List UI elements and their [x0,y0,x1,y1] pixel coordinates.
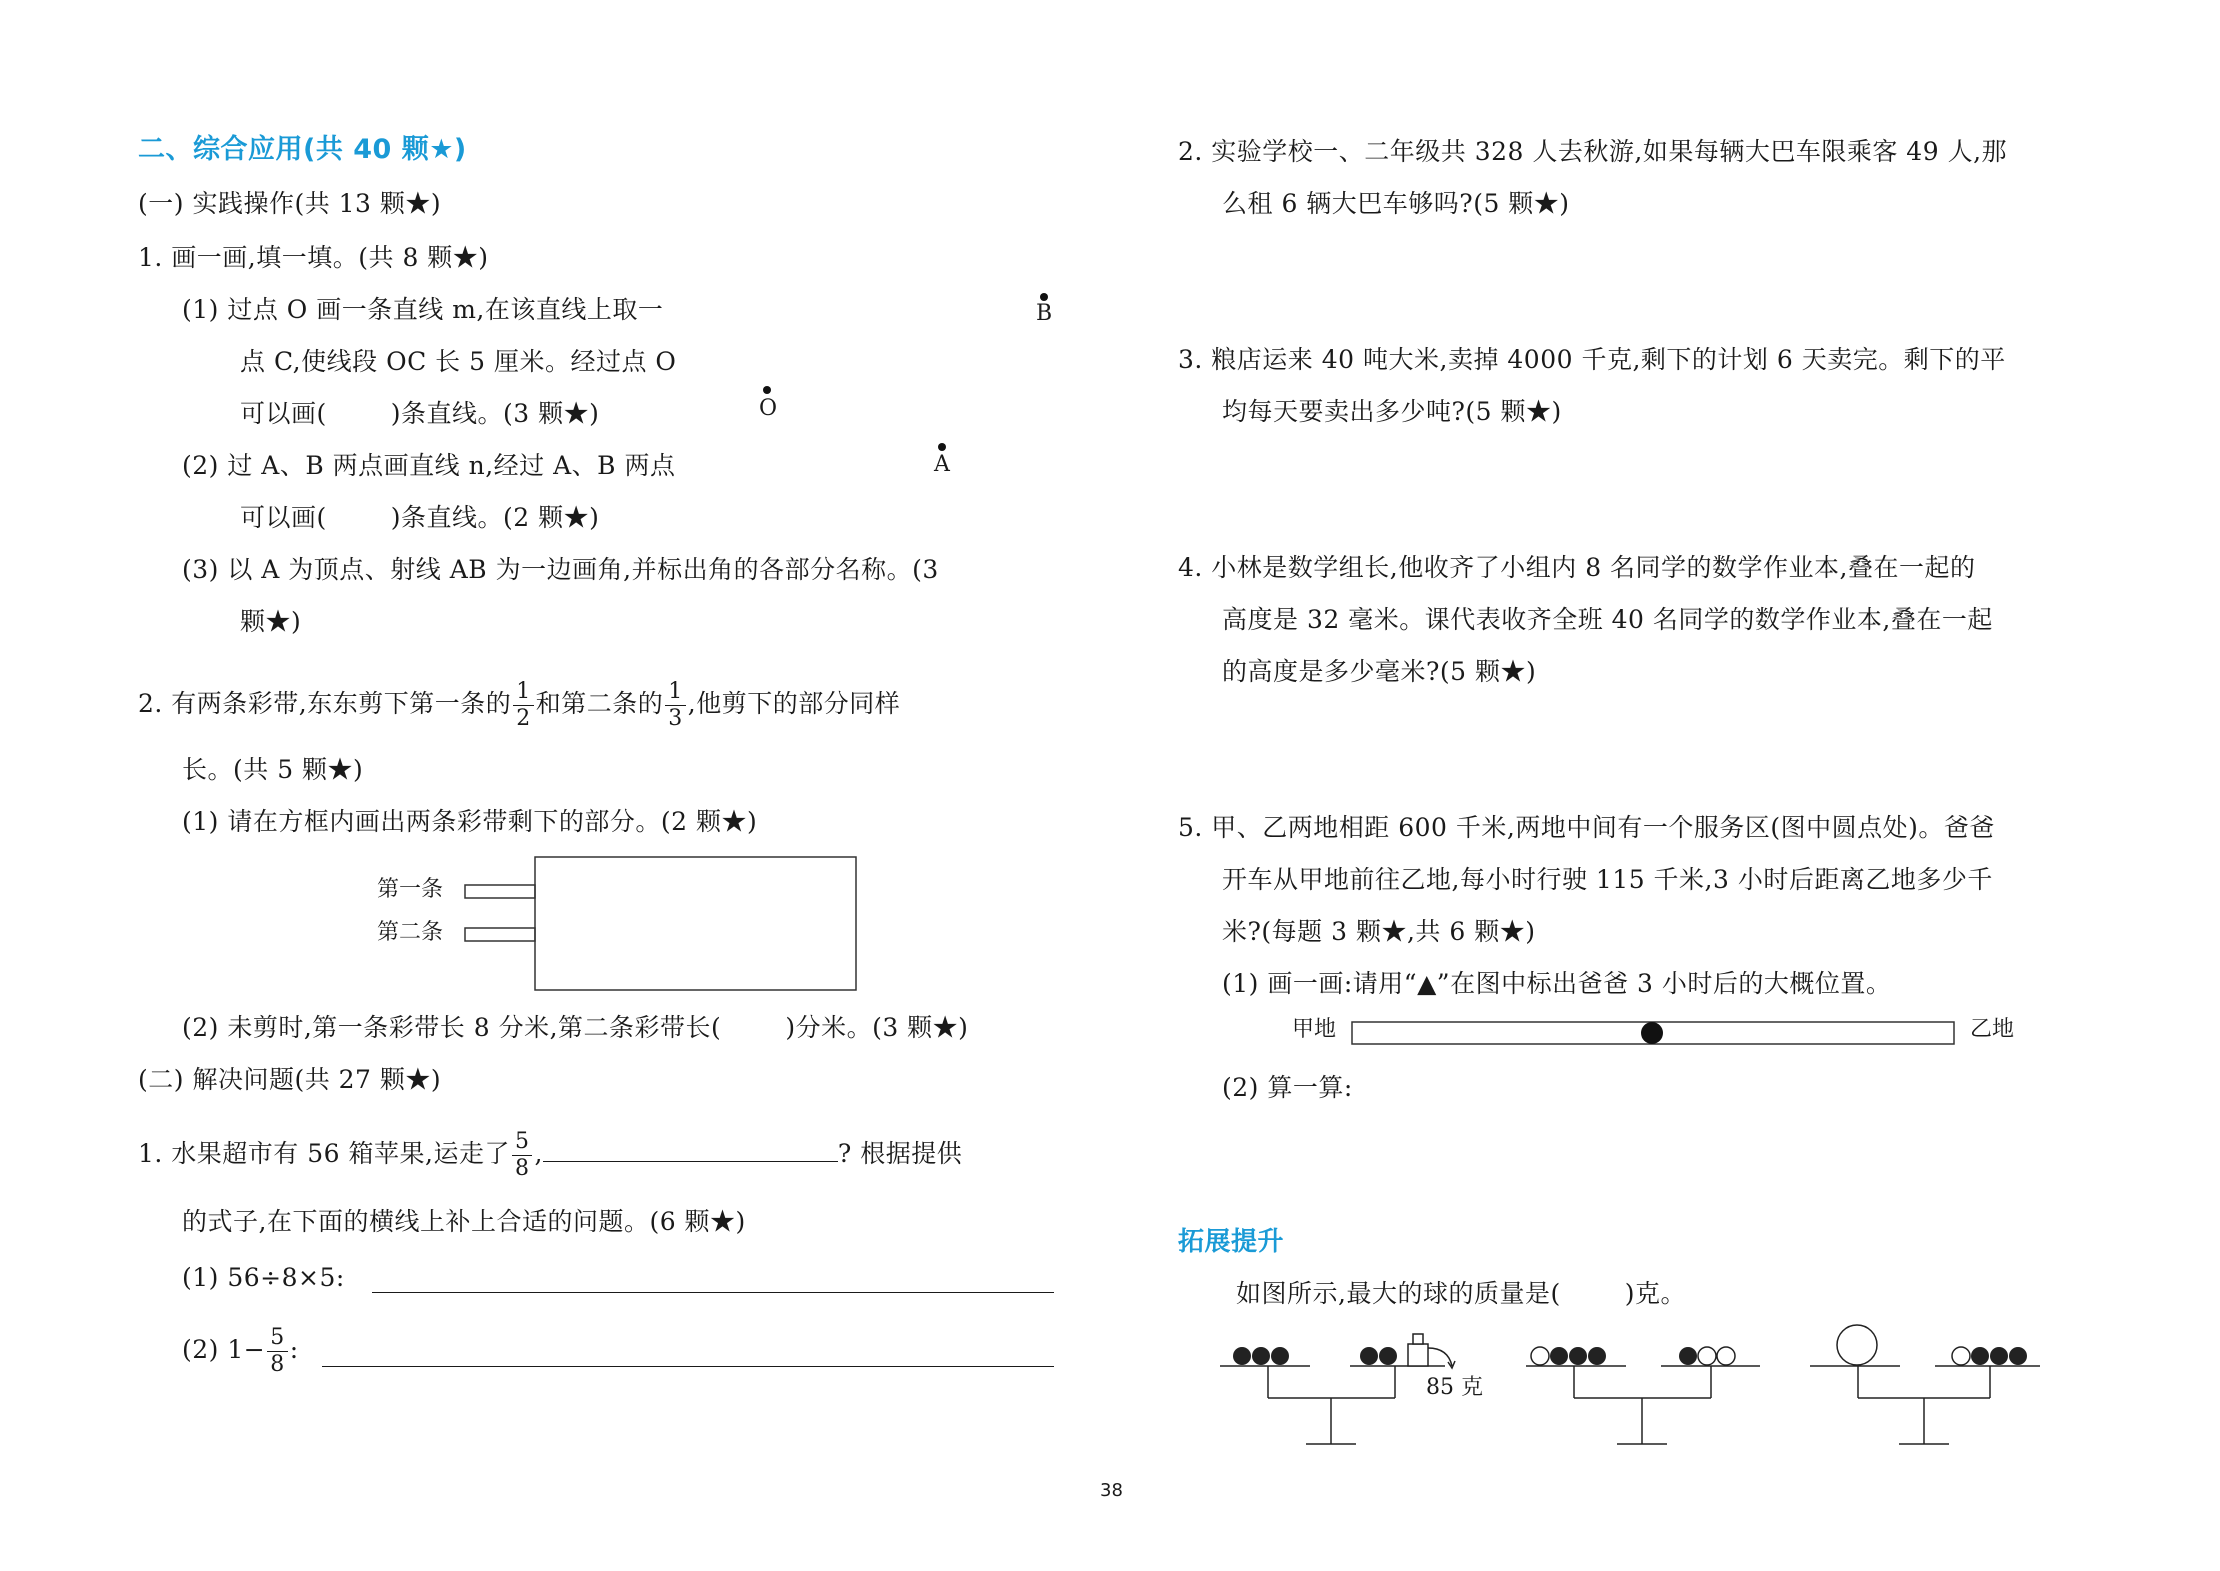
r-question-3-line1: 3. 粮店运来 40 吨大米,卖掉 4000 千克,剩下的计划 6 天卖完。剩下的平 [1178,345,2006,374]
point-a-label: A [934,452,950,477]
part1-title: (一) 实践操作(共 13 颗★) [138,189,442,218]
r-question-5-line1: 5. 甲、乙两地相距 600 千米,两地中间有一个服务区(图中圆点处)。爸爸 [1178,813,1995,842]
ball-dark [1252,1347,1270,1365]
ball-dark [1550,1347,1568,1365]
place-b-label: 乙地 [1970,1017,2015,1042]
extension-title: 拓展提升 [1178,1227,1285,1257]
ball-dark [1379,1347,1397,1365]
ball-light [1531,1347,1549,1365]
question-answer-line[interactable] [543,1137,838,1162]
ball-light [1952,1347,1970,1365]
problem-1-line2: 的式子,在下面的横线上补上合适的问题。(6 颗★) [182,1207,746,1236]
question-2-1: (1) 请在方框内画出两条彩带剩下的部分。(2 颗★) [182,807,758,836]
question-1-3-line2: 颗★) [240,607,302,636]
ball-dark [2009,1347,2027,1365]
ball-dark [1679,1347,1697,1365]
ball-dark [1990,1347,2008,1365]
fraction-five-eighths: $\frac{5}{8}$ [512,1131,533,1180]
page-number: 38 [1100,1480,1123,1501]
r-question-4-line1: 4. 小林是数学组长,他收齐了小组内 8 名同学的数学作业本,叠在一起的 [1178,553,1976,582]
question-1-2-line1: (2) 过 A、B 两点画直线 n,经过 A、B 两点 [182,451,676,480]
question-1-1-line2: 点 C,使线段 OC 长 5 厘米。经过点 O [240,347,677,376]
ball-dark [1588,1347,1606,1365]
ball-dark [1271,1347,1289,1365]
road-diagram[interactable] [1350,1018,1960,1048]
problem-1-line1: 1. 水果超市有 56 箱苹果,运走了 $\frac{5}{8}$ , ? 根据提供 [138,1129,963,1181]
problem-1-sub2: (2) 1− $\frac{5}{8}$ : [182,1325,299,1377]
ribbon-2-label: 第二条 [377,920,444,945]
question-1-title: 1. 画一画,填一填。(共 8 颗★) [138,243,489,272]
place-a-label: 甲地 [1292,1017,1337,1042]
question-1-2-line2: 可以画( )条直线。(2 颗★) [240,503,600,532]
ribbon-1-label: 第一条 [377,877,444,902]
ball-dark [1233,1347,1251,1365]
extension-question: 如图所示,最大的球的质量是( )克。 [1236,1279,1686,1308]
ball-light [1698,1347,1716,1365]
question-1-3-line1: (3) 以 A 为顶点、射线 AB 为一边画角,并标出角的各部分名称。(3 [182,555,939,584]
point-o-dot [763,386,771,394]
problem-1-sub1: (1) 56÷8×5: [182,1263,345,1292]
ball-dark [1569,1347,1587,1365]
drawing-box[interactable] [535,857,856,990]
question-1-1-line1: (1) 过点 O 画一条直线 m,在该直线上取一 [182,295,664,324]
point-o-label: O [759,396,778,421]
weight-icon [1408,1344,1428,1366]
ball-dark [1971,1347,1989,1365]
service-area-dot [1641,1022,1663,1044]
r-question-5-line3: 米?(每题 3 颗★,共 6 颗★) [1222,917,1536,946]
ball-dark [1360,1347,1378,1365]
answer-line-2[interactable] [322,1366,1054,1367]
balance-scale-2 [1526,1320,1776,1450]
ribbon-diagram [460,855,860,995]
answer-line-1[interactable] [372,1292,1054,1293]
r-question-4-line3: 的高度是多少毫米?(5 颗★) [1222,657,1537,686]
r-question-2-line2: 么租 6 辆大巴车够吗?(5 颗★) [1222,189,1570,218]
fraction-five-eighths: $\frac{5}{8}$ [267,1327,288,1376]
r-question-5-1: (1) 画一画:请用“▲”在图中标出爸爸 3 小时后的大概位置。 [1222,969,1892,998]
r-question-5-line2: 开车从甲地前往乙地,每小时行驶 115 千米,3 小时后距离乙地多少千 [1222,865,1993,894]
question-1-1-line3: 可以画( )条直线。(3 颗★) [240,399,600,428]
weight-label: 85 克 [1426,1375,1483,1400]
point-b-label: B [1036,301,1053,326]
r-question-3-line2: 均每天要卖出多少吨?(5 颗★) [1222,397,1562,426]
fraction-one-half: $\frac{1}{2}$ [513,681,534,730]
ball-light [1717,1347,1735,1365]
r-question-5-2: (2) 算一算: [1222,1073,1353,1102]
ribbon-1-stub [465,885,535,898]
question-2-line2: 长。(共 5 颗★) [182,755,364,784]
question-2-2: (2) 未剪时,第一条彩带长 8 分米,第二条彩带长( )分米。(3 颗★) [182,1013,969,1042]
ribbon-2-stub [465,928,535,941]
question-2-line1: 2. 有两条彩带,东东剪下第一条的 $\frac{1}{2}$ 和第二条的 $\frac{1}{3}$ ,他剪下的部分同样 [138,679,901,731]
fraction-one-third: $\frac{1}{3}$ [665,681,686,730]
r-question-2-line1: 2. 实验学校一、二年级共 328 人去秋游,如果每辆大巴车限乘客 49 人,那 [1178,137,2008,166]
r-question-4-line2: 高度是 32 毫米。课代表收齐全班 40 名同学的数学作业本,叠在一起 [1222,605,1993,634]
ball-big [1837,1325,1877,1365]
point-b-dot [1040,293,1048,301]
part2-title: (二) 解决问题(共 27 颗★) [138,1065,442,1094]
point-a-dot [938,443,946,451]
balance-scale-3 [1810,1320,2050,1450]
section-title: 二、综合应用(共 40 颗★) [138,134,467,165]
